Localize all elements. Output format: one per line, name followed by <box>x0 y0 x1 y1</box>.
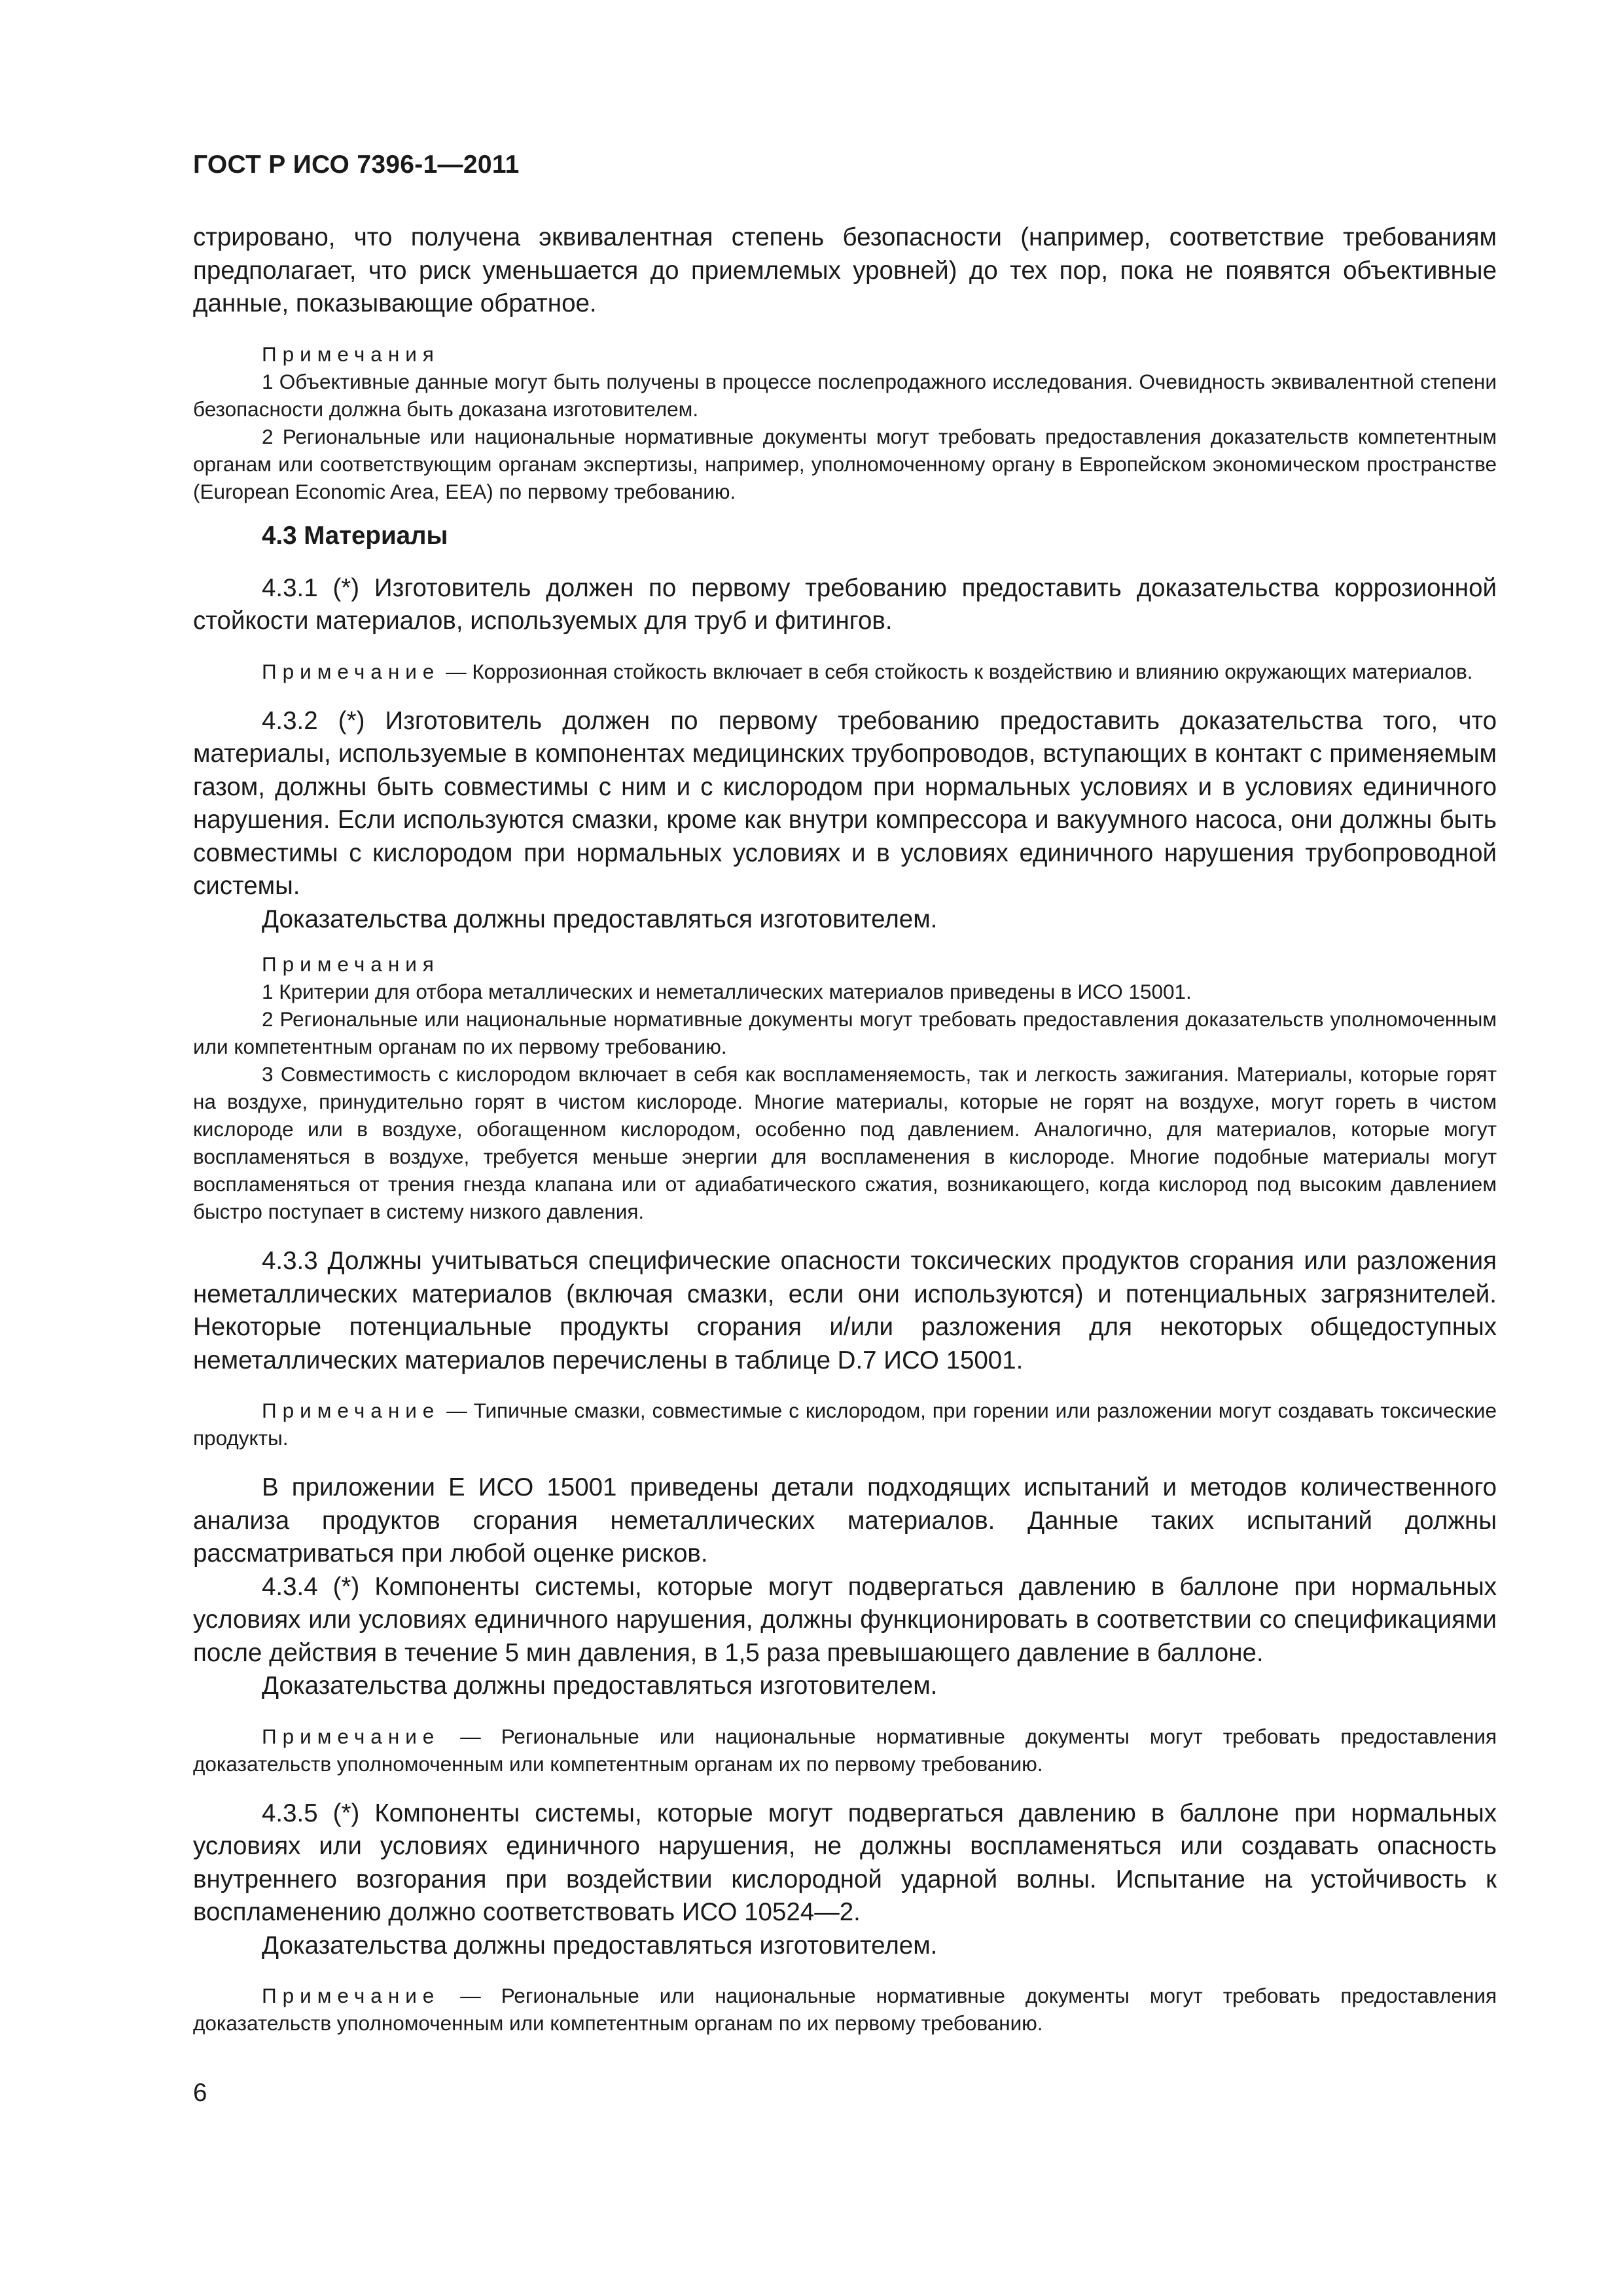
evidence-line: Доказательства должны предоставляться изготовителем. <box>262 1672 938 1700</box>
note-item: 3 Совместимость с кислородом включает в себя как воспламеняемость, так и легкость зажигания. Материалы, которые горят на воздухе, принудительно горят в чистом кислороде. Многие материалы, которые не горят на воздухе, могут гореть в чистом кислороде или в воздухе, обогащенном кислородом, особенно под давлением. Аналогично, для материалов, которые могут воспламеняться в воздухе, требуется меньше энергии для воспламенения в кислороде. Многие подобные материалы могут воспламеняться от трения гнезда клапана или от адиабатического сжатия, возникающего, когда кислород под высоким давлением быстро поступает в систему низкого давления. <box>193 1062 1497 1223</box>
notes-block-4-3-2 <box>193 950 1497 1225</box>
notes-block-1 <box>193 340 1497 505</box>
clause-4-3-4: 4.3.4 (*) Компоненты системы, которые могут подвергаться давлению в баллоне при нормальных условиях или условиях единичного нарушения, должны функционировать в соответствии со спецификациями после действия в течение 5 мин давления, в 1,5 раза превышающего давление в баллоне. <box>193 1572 1497 1667</box>
note-4-3-3: Примечание — Типичные смазки, совместимые с кислородом, при горении или разложении могут создавать токсические продукты. <box>193 1399 1497 1450</box>
page-number: 6 <box>193 2079 207 2107</box>
note-4-3-5: Примечание — Региональные или национальные нормативные документы могут требовать предоставления доказательств уполномоченным или компетентным органам по их первому требованию. <box>193 1984 1497 2035</box>
evidence-line: Доказательства должны предоставляться изготовителем. <box>262 905 938 933</box>
note-item: 1 Критерии для отбора металлических и неметаллических материалов приведены в ИСО 15001. <box>262 980 1192 1003</box>
note-item: 2 Региональные или национальные нормативные документы могут требовать предоставления доказательств компетентным органам или соответствующим органам экспертизы, например, уполномоченному органу в Европейском экономическом пространстве (European Economic Area, EEA) по первому требованию. <box>193 424 1497 503</box>
clause-4-3-5: 4.3.5 (*) Компоненты системы, которые могут подвергаться давлению в баллоне при нормальных условиях или условиях единичного нарушения, не должны воспламеняться или создавать опасность внутреннего возгорания при воздействии кислородной ударной волны. Испытание на устойчивость к воспламенению должно соответствовать ИСО 10524—2. <box>193 1799 1497 1926</box>
notes-label: Примечания <box>262 952 440 976</box>
section-heading: 4.3 Материалы <box>262 521 448 550</box>
clause-4-3-3: 4.3.3 Должны учитываться специфические опасности токсических продуктов сгорания или разложения неметаллических материалов (включая смазки, если они используются) и потенциальных загрязнителей. Некоторые потенциальные продукты сгорания и/или разложения для некоторых общедоступных неметаллических материалов перечислены в таблице D.7 ИСО 15001. <box>193 1247 1497 1374</box>
note-4-3-4: Примечание — Региональные или национальные нормативные документы могут требовать предоставления доказательств уполномоченным или компетентным органам их по первому требованию. <box>193 1724 1497 1776</box>
evidence-line: Доказательства должны предоставляться изготовителем. <box>262 1931 938 1960</box>
clause-4-3-2: 4.3.2 (*) Изготовитель должен по первому требованию предоставить доказательства того, что материалы, используемые в компонентах медицинских трубопроводов, вступающих в контакт с применяемым газом, должны быть совместимы с ним и с кислородом при нормальных условиях и в условиях единичного нарушения. Если используются смазки, кроме как внутри компрессора и вакуумного насоса, они должны быть совместимы с кислородом при нормальных условиях и в условиях единичного нарушения трубопроводной системы. <box>193 706 1497 900</box>
notes-label: Примечания <box>262 342 440 366</box>
note-item: 2 Региональные или национальные нормативные документы могут требовать предоставления доказательств уполномоченным или компетентным органам по их первому требованию. <box>193 1007 1497 1058</box>
note-4-3-1: Примечание — Коррозионная стойкость включает в себя стойкость к воздействию и влиянию окружающих материалов. <box>262 659 1473 683</box>
intro-paragraph: стрировано, что получена эквивалентная степень безопасности (например, соответствие требованиям предполагает, что риск уменьшается до приемлемых уровней) до тех пор, пока не появятся объективные данные, показывающие обратное. <box>193 223 1497 317</box>
document-page <box>193 149 1497 2037</box>
annex-e-paragraph: В приложении E ИСО 15001 приведены детали подходящих испытаний и методов количественного анализа продуктов сгорания неметаллических материалов. Данные таких испытаний должны рассматриваться при любой оценке рисков. <box>193 1473 1497 1568</box>
page-header: ГОСТ Р ИСО 7396-1—2011 <box>193 151 520 179</box>
clause-4-3-1: 4.3.1 (*) Изготовитель должен по первому требованию предоставить доказательства коррозионной стойкости материалов, используемых для труб и фитингов. <box>193 573 1497 635</box>
note-item: 1 Объективные данные могут быть получены в процессе послепродажного исследования. Очевидность эквивалентной степени безопасности должна быть доказана изготовителем. <box>193 369 1497 421</box>
